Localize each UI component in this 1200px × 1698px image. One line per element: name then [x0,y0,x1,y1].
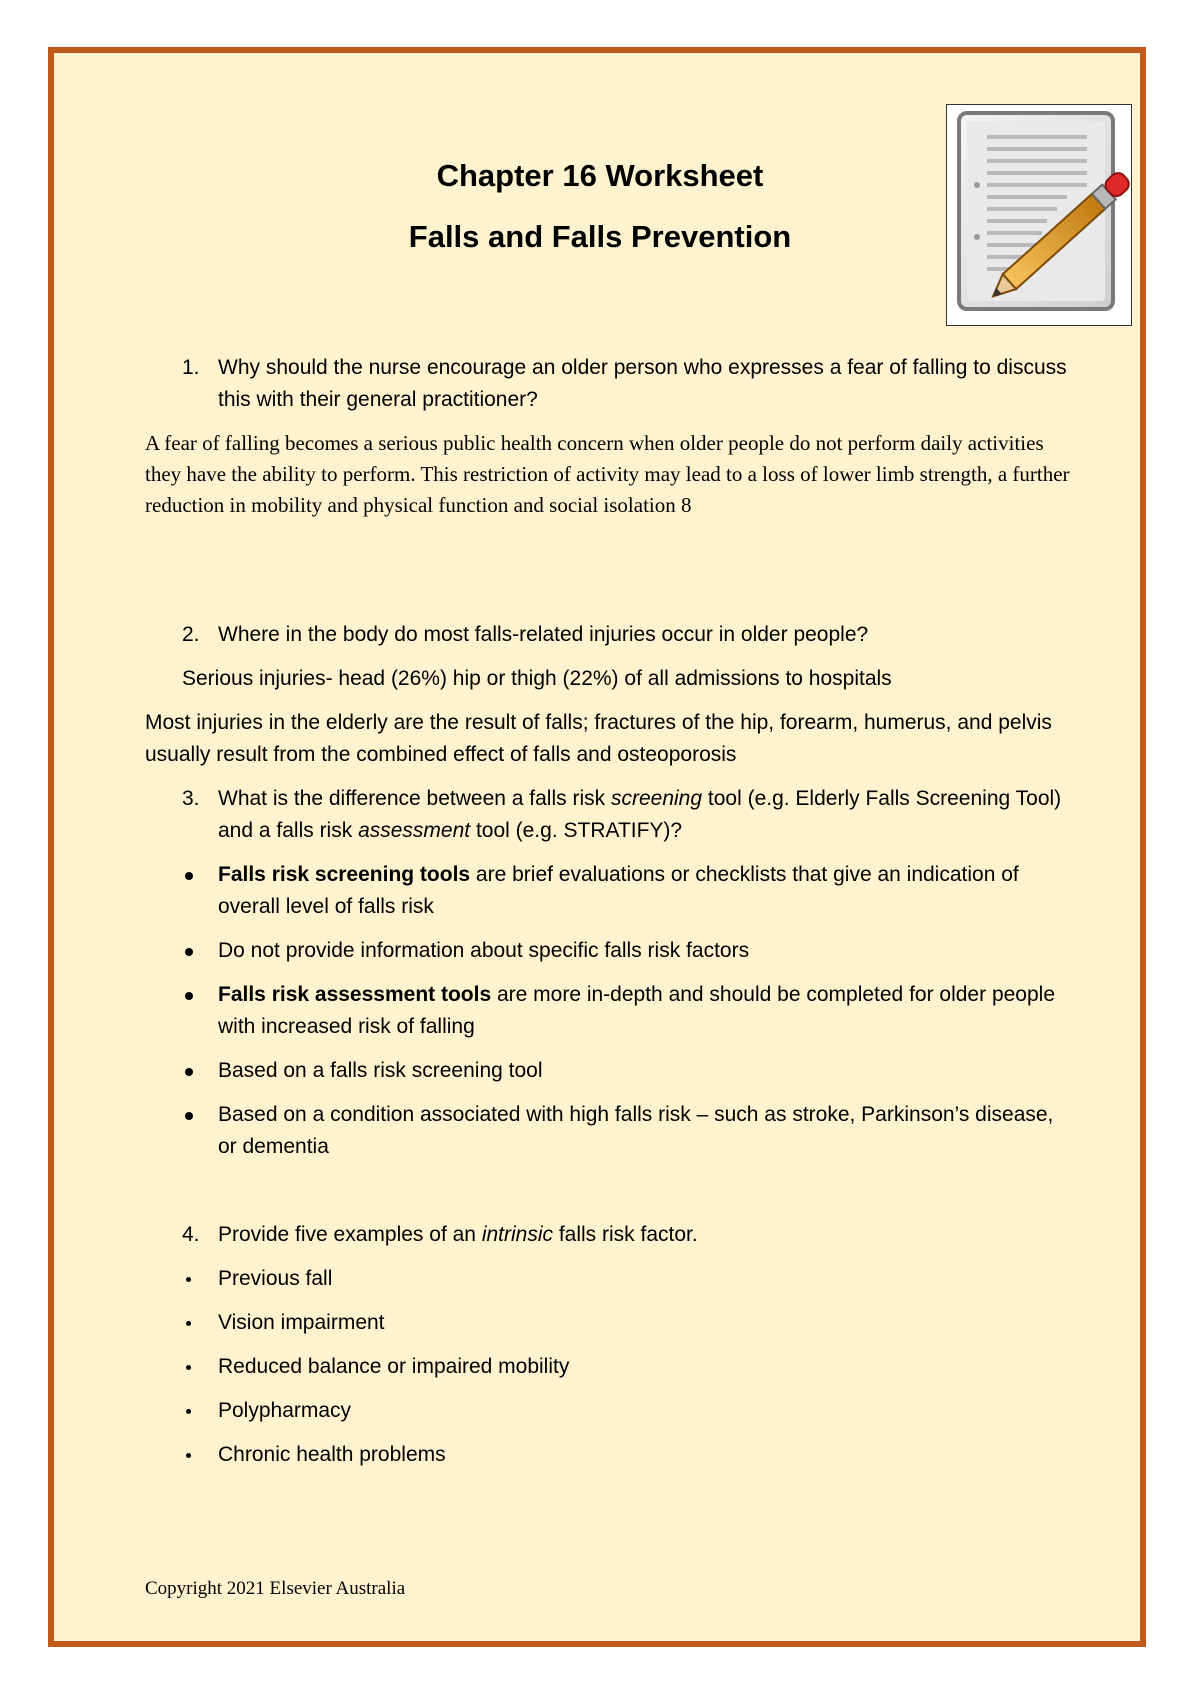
list-item [145,859,1075,923]
question-text-b: falls risk factor. [553,1223,698,1246]
question-1 [145,352,1075,416]
bullet-text: Based on a condition associated with high falls risk – such as stroke, Parkinson’s disease, or dementia [218,1103,1054,1158]
bullet-icon [185,872,193,880]
question-4 [145,1219,1075,1251]
bullet-icon [185,1112,193,1120]
question-3 [145,783,1075,847]
page-title: Chapter 16 Worksheet [436,158,764,193]
bullet-text: Previous fall [218,1267,333,1290]
bullet-icon [186,1277,191,1282]
bullet-text: Vision impairment [218,1311,385,1334]
bullet-icon [185,992,193,1000]
bullet-icon [185,948,193,956]
question-text: Where in the body do most falls-related injuries occur in older people? [218,623,869,646]
question-text-b: tool (e.g. Elderly Falls Screening Tool) and a falls risk [218,787,1062,842]
answer-2-line-1: Serious injuries- head (26%) hip or thigh (22%) of all admissions to hospitals [182,667,892,690]
worksheet-pencil-icon-svg [947,105,1130,324]
bullet-icon [185,1068,193,1076]
question-2 [145,619,1075,651]
list-item [145,1099,1075,1163]
list-item [145,935,1075,967]
bullet-text: Chronic health problems [218,1443,446,1466]
bullet-bold: Falls risk screening tools [218,863,471,886]
question-text-c: tool (e.g. STRATIFY)? [470,819,683,842]
list-item [145,1351,1075,1383]
list-item [145,1439,1075,1471]
list-item [145,1055,1075,1087]
list-item [145,1307,1075,1339]
bullet-icon [186,1321,191,1326]
question-number: 3. [182,787,200,810]
question-number: 1. [182,356,200,379]
question-number: 2. [182,623,200,646]
list-item [145,1263,1075,1295]
bullet-icon [186,1365,191,1370]
worksheet-content [145,352,1075,1471]
question-text-intrinsic: intrinsic [481,1223,553,1246]
question-text-screening: screening [610,787,703,810]
copyright-footer: Copyright 2021 Elsevier Australia [145,1578,406,1599]
question-text: Why should the nurse encourage an older person who expresses a fear of falling to discuss this with their general practitioner? [218,356,1067,411]
bullet-text: are brief evaluations or checklists that give an indication of overall level of falls risk [218,863,1019,918]
bullet-icon [186,1453,191,1458]
question-text-a: What is the difference between a falls risk [218,787,611,810]
list-item [145,979,1075,1043]
bullet-icon [186,1409,191,1414]
bullet-text: Polypharmacy [218,1399,352,1422]
bullet-text: are more in-depth and should be completed for older people with increased risk of falling [218,983,1056,1038]
question-number: 4. [182,1223,200,1246]
question-text-a: Provide five examples of an [218,1223,482,1246]
bullet-bold: Falls risk assessment tools [218,983,492,1006]
answer-1: A fear of falling becomes a serious public health concern when older people do not perform daily activities they have the ability to perform. This restriction of activity may lead to a loss of lower limb strength, a further reduction in mobility and physical function and social isolation 8 [145,431,1070,517]
bullet-text: Do not provide information about specific falls risk factors [218,939,750,962]
bullet-text: Based on a falls risk screening tool [218,1059,543,1082]
bullet-text: Reduced balance or impaired mobility [218,1355,570,1378]
page-subtitle: Falls and Falls Prevention [408,219,792,254]
worksheet-pencil-icon [946,104,1132,326]
list-item [145,1395,1075,1427]
question-text-assessment: assessment [358,819,471,842]
answer-2-line-2: Most injuries in the elderly are the result of falls; fractures of the hip, forearm, humerus, and pelvis usually result from the combined effect of falls and osteoporosis [145,711,1052,766]
